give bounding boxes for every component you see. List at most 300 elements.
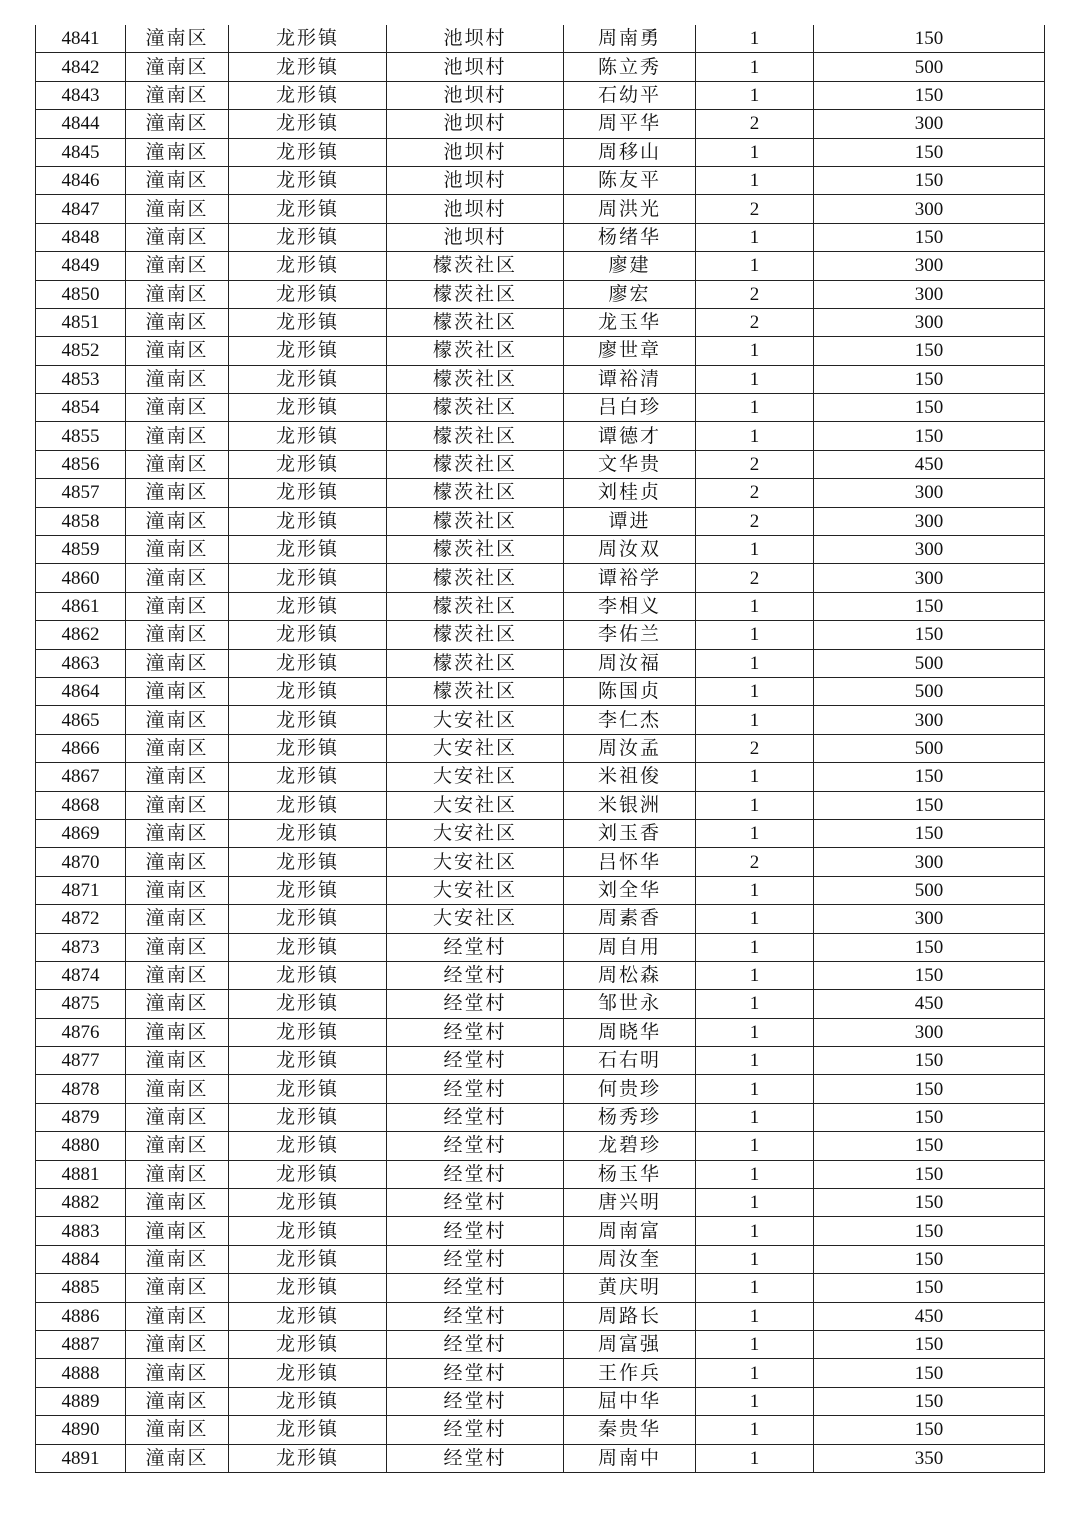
town-cell: 龙形镇 (229, 422, 387, 450)
household-count-cell: 2 (696, 110, 814, 138)
town-cell: 龙形镇 (229, 1444, 387, 1472)
table-row (36, 450, 1045, 478)
town-cell: 龙形镇 (229, 1047, 387, 1075)
town-cell: 龙形镇 (229, 195, 387, 223)
district-cell: 潼南区 (126, 422, 229, 450)
table-row (36, 819, 1045, 847)
amount-cell: 300 (814, 564, 1045, 592)
household-count-cell: 1 (696, 53, 814, 81)
name-cell: 周松森 (564, 961, 696, 989)
household-count-cell: 1 (696, 337, 814, 365)
name-cell: 杨绪华 (564, 223, 696, 251)
amount-cell: 150 (814, 1103, 1045, 1131)
amount-cell: 150 (814, 933, 1045, 961)
district-cell: 潼南区 (126, 848, 229, 876)
name-cell: 吕白珍 (564, 394, 696, 422)
table-row (36, 1217, 1045, 1245)
amount-cell: 500 (814, 677, 1045, 705)
table-row (36, 734, 1045, 762)
roster-table-body (36, 25, 1045, 1472)
district-cell: 潼南区 (126, 25, 229, 53)
town-cell: 龙形镇 (229, 53, 387, 81)
serial-number-cell: 4881 (36, 1160, 126, 1188)
district-cell: 潼南区 (126, 450, 229, 478)
town-cell: 龙形镇 (229, 876, 387, 904)
village-cell: 经堂村 (387, 1302, 564, 1330)
name-cell: 邹世永 (564, 990, 696, 1018)
amount-cell: 150 (814, 592, 1045, 620)
amount-cell: 450 (814, 450, 1045, 478)
amount-cell: 150 (814, 1274, 1045, 1302)
village-cell: 经堂村 (387, 1330, 564, 1358)
household-count-cell: 1 (696, 592, 814, 620)
amount-cell: 150 (814, 1132, 1045, 1160)
household-count-cell: 1 (696, 819, 814, 847)
household-count-cell: 1 (696, 763, 814, 791)
household-count-cell: 2 (696, 564, 814, 592)
table-row (36, 990, 1045, 1018)
serial-number-cell: 4880 (36, 1132, 126, 1160)
table-row (36, 1245, 1045, 1273)
village-cell: 经堂村 (387, 1189, 564, 1217)
table-row (36, 1075, 1045, 1103)
serial-number-cell: 4857 (36, 479, 126, 507)
village-cell: 经堂村 (387, 1160, 564, 1188)
household-count-cell: 2 (696, 308, 814, 336)
town-cell: 龙形镇 (229, 1217, 387, 1245)
household-count-cell: 1 (696, 536, 814, 564)
village-cell: 池坝村 (387, 110, 564, 138)
name-cell: 李仁杰 (564, 706, 696, 734)
table-row (36, 1047, 1045, 1075)
town-cell: 龙形镇 (229, 394, 387, 422)
table-row (36, 138, 1045, 166)
district-cell: 潼南区 (126, 507, 229, 535)
name-cell: 周富强 (564, 1330, 696, 1358)
amount-cell: 350 (814, 1444, 1045, 1472)
village-cell: 大安社区 (387, 763, 564, 791)
serial-number-cell: 4862 (36, 621, 126, 649)
household-count-cell: 1 (696, 649, 814, 677)
district-cell: 潼南区 (126, 1018, 229, 1046)
district-cell: 潼南区 (126, 961, 229, 989)
village-cell: 池坝村 (387, 166, 564, 194)
town-cell: 龙形镇 (229, 1387, 387, 1415)
village-cell: 檬茨社区 (387, 280, 564, 308)
table-row (36, 195, 1045, 223)
district-cell: 潼南区 (126, 990, 229, 1018)
town-cell: 龙形镇 (229, 649, 387, 677)
district-cell: 潼南区 (126, 365, 229, 393)
town-cell: 龙形镇 (229, 1245, 387, 1273)
district-cell: 潼南区 (126, 677, 229, 705)
household-count-cell: 2 (696, 734, 814, 762)
amount-cell: 300 (814, 479, 1045, 507)
town-cell: 龙形镇 (229, 933, 387, 961)
village-cell: 经堂村 (387, 933, 564, 961)
serial-number-cell: 4860 (36, 564, 126, 592)
town-cell: 龙形镇 (229, 734, 387, 762)
table-row (36, 677, 1045, 705)
village-cell: 经堂村 (387, 961, 564, 989)
serial-number-cell: 4858 (36, 507, 126, 535)
district-cell: 潼南区 (126, 791, 229, 819)
table-row (36, 1387, 1045, 1415)
village-cell: 经堂村 (387, 1217, 564, 1245)
village-cell: 经堂村 (387, 1245, 564, 1273)
serial-number-cell: 4864 (36, 677, 126, 705)
name-cell: 石幼平 (564, 81, 696, 109)
district-cell: 潼南区 (126, 1330, 229, 1358)
table-row (36, 706, 1045, 734)
serial-number-cell: 4845 (36, 138, 126, 166)
amount-cell: 300 (814, 280, 1045, 308)
household-count-cell: 2 (696, 479, 814, 507)
district-cell: 潼南区 (126, 1245, 229, 1273)
name-cell: 周路长 (564, 1302, 696, 1330)
village-cell: 檬茨社区 (387, 649, 564, 677)
table-row (36, 422, 1045, 450)
town-cell: 龙形镇 (229, 848, 387, 876)
name-cell: 王作兵 (564, 1359, 696, 1387)
town-cell: 龙形镇 (229, 308, 387, 336)
household-count-cell: 1 (696, 905, 814, 933)
household-count-cell: 1 (696, 1047, 814, 1075)
village-cell: 池坝村 (387, 81, 564, 109)
town-cell: 龙形镇 (229, 138, 387, 166)
town-cell: 龙形镇 (229, 1274, 387, 1302)
amount-cell: 500 (814, 53, 1045, 81)
name-cell: 周南富 (564, 1217, 696, 1245)
village-cell: 大安社区 (387, 876, 564, 904)
town-cell: 龙形镇 (229, 536, 387, 564)
name-cell: 秦贵华 (564, 1416, 696, 1444)
district-cell: 潼南区 (126, 1359, 229, 1387)
town-cell: 龙形镇 (229, 564, 387, 592)
district-cell: 潼南区 (126, 706, 229, 734)
name-cell: 陈友平 (564, 166, 696, 194)
table-row (36, 53, 1045, 81)
serial-number-cell: 4890 (36, 1416, 126, 1444)
village-cell: 经堂村 (387, 1274, 564, 1302)
serial-number-cell: 4871 (36, 876, 126, 904)
district-cell: 潼南区 (126, 81, 229, 109)
amount-cell: 150 (814, 1359, 1045, 1387)
household-count-cell: 1 (696, 166, 814, 194)
table-row (36, 479, 1045, 507)
serial-number-cell: 4842 (36, 53, 126, 81)
name-cell: 陈立秀 (564, 53, 696, 81)
household-count-cell: 2 (696, 280, 814, 308)
district-cell: 潼南区 (126, 1160, 229, 1188)
district-cell: 潼南区 (126, 138, 229, 166)
amount-cell: 150 (814, 422, 1045, 450)
name-cell: 陈国贞 (564, 677, 696, 705)
household-count-cell: 1 (696, 1416, 814, 1444)
village-cell: 大安社区 (387, 819, 564, 847)
household-count-cell: 1 (696, 1103, 814, 1131)
household-count-cell: 1 (696, 1132, 814, 1160)
name-cell: 周洪光 (564, 195, 696, 223)
village-cell: 檬茨社区 (387, 394, 564, 422)
table-row (36, 536, 1045, 564)
household-count-cell: 1 (696, 990, 814, 1018)
name-cell: 周汝奎 (564, 1245, 696, 1273)
table-row (36, 933, 1045, 961)
village-cell: 大安社区 (387, 905, 564, 933)
household-count-cell: 1 (696, 1274, 814, 1302)
serial-number-cell: 4853 (36, 365, 126, 393)
name-cell: 刘桂贞 (564, 479, 696, 507)
household-count-cell: 1 (696, 1330, 814, 1358)
town-cell: 龙形镇 (229, 677, 387, 705)
serial-number-cell: 4843 (36, 81, 126, 109)
district-cell: 潼南区 (126, 53, 229, 81)
village-cell: 经堂村 (387, 1047, 564, 1075)
town-cell: 龙形镇 (229, 819, 387, 847)
serial-number-cell: 4879 (36, 1103, 126, 1131)
amount-cell: 300 (814, 848, 1045, 876)
district-cell: 潼南区 (126, 1444, 229, 1472)
table-row (36, 649, 1045, 677)
household-count-cell: 1 (696, 933, 814, 961)
town-cell: 龙形镇 (229, 1416, 387, 1444)
town-cell: 龙形镇 (229, 1189, 387, 1217)
serial-number-cell: 4849 (36, 252, 126, 280)
name-cell: 何贵珍 (564, 1075, 696, 1103)
district-cell: 潼南区 (126, 649, 229, 677)
town-cell: 龙形镇 (229, 1160, 387, 1188)
town-cell: 龙形镇 (229, 365, 387, 393)
table-row (36, 1444, 1045, 1472)
household-count-cell: 1 (696, 1189, 814, 1217)
town-cell: 龙形镇 (229, 1103, 387, 1131)
amount-cell: 150 (814, 337, 1045, 365)
village-cell: 大安社区 (387, 734, 564, 762)
household-count-cell: 2 (696, 195, 814, 223)
amount-cell: 150 (814, 1047, 1045, 1075)
village-cell: 檬茨社区 (387, 450, 564, 478)
amount-cell: 150 (814, 961, 1045, 989)
town-cell: 龙形镇 (229, 166, 387, 194)
amount-cell: 150 (814, 166, 1045, 194)
name-cell: 周晓华 (564, 1018, 696, 1046)
household-count-cell: 1 (696, 1302, 814, 1330)
serial-number-cell: 4850 (36, 280, 126, 308)
amount-cell: 450 (814, 990, 1045, 1018)
name-cell: 谭裕清 (564, 365, 696, 393)
household-count-cell: 1 (696, 1444, 814, 1472)
district-cell: 潼南区 (126, 1132, 229, 1160)
amount-cell: 150 (814, 365, 1045, 393)
district-cell: 潼南区 (126, 166, 229, 194)
name-cell: 唐兴明 (564, 1189, 696, 1217)
district-cell: 潼南区 (126, 1189, 229, 1217)
amount-cell: 300 (814, 507, 1045, 535)
village-cell: 经堂村 (387, 1416, 564, 1444)
village-cell: 檬茨社区 (387, 507, 564, 535)
district-cell: 潼南区 (126, 479, 229, 507)
household-count-cell: 1 (696, 81, 814, 109)
name-cell: 李佑兰 (564, 621, 696, 649)
table-row (36, 394, 1045, 422)
name-cell: 谭裕学 (564, 564, 696, 592)
household-count-cell: 2 (696, 450, 814, 478)
household-count-cell: 1 (696, 138, 814, 166)
district-cell: 潼南区 (126, 564, 229, 592)
town-cell: 龙形镇 (229, 621, 387, 649)
table-row (36, 252, 1045, 280)
district-cell: 潼南区 (126, 308, 229, 336)
name-cell: 周南中 (564, 1444, 696, 1472)
town-cell: 龙形镇 (229, 337, 387, 365)
district-cell: 潼南区 (126, 394, 229, 422)
town-cell: 龙形镇 (229, 706, 387, 734)
town-cell: 龙形镇 (229, 763, 387, 791)
serial-number-cell: 4847 (36, 195, 126, 223)
town-cell: 龙形镇 (229, 1132, 387, 1160)
name-cell: 刘玉香 (564, 819, 696, 847)
district-cell: 潼南区 (126, 1217, 229, 1245)
town-cell: 龙形镇 (229, 1302, 387, 1330)
town-cell: 龙形镇 (229, 25, 387, 53)
table-row (36, 592, 1045, 620)
amount-cell: 150 (814, 1189, 1045, 1217)
household-count-cell: 1 (696, 621, 814, 649)
table-row (36, 1018, 1045, 1046)
household-count-cell: 2 (696, 507, 814, 535)
village-cell: 经堂村 (387, 1075, 564, 1103)
roster-table (35, 25, 1045, 1473)
table-row (36, 223, 1045, 251)
serial-number-cell: 4878 (36, 1075, 126, 1103)
town-cell: 龙形镇 (229, 961, 387, 989)
village-cell: 大安社区 (387, 848, 564, 876)
district-cell: 潼南区 (126, 280, 229, 308)
household-count-cell: 1 (696, 1075, 814, 1103)
serial-number-cell: 4884 (36, 1245, 126, 1273)
serial-number-cell: 4870 (36, 848, 126, 876)
serial-number-cell: 4874 (36, 961, 126, 989)
household-count-cell: 1 (696, 1387, 814, 1415)
serial-number-cell: 4856 (36, 450, 126, 478)
serial-number-cell: 4885 (36, 1274, 126, 1302)
amount-cell: 150 (814, 763, 1045, 791)
name-cell: 廖世章 (564, 337, 696, 365)
table-row (36, 280, 1045, 308)
name-cell: 刘全华 (564, 876, 696, 904)
serial-number-cell: 4854 (36, 394, 126, 422)
serial-number-cell: 4888 (36, 1359, 126, 1387)
table-row (36, 1160, 1045, 1188)
serial-number-cell: 4844 (36, 110, 126, 138)
name-cell: 周汝孟 (564, 734, 696, 762)
household-count-cell: 1 (696, 677, 814, 705)
amount-cell: 150 (814, 394, 1045, 422)
serial-number-cell: 4868 (36, 791, 126, 819)
serial-number-cell: 4841 (36, 25, 126, 53)
household-count-cell: 1 (696, 252, 814, 280)
amount-cell: 300 (814, 308, 1045, 336)
town-cell: 龙形镇 (229, 252, 387, 280)
household-count-cell: 1 (696, 961, 814, 989)
name-cell: 周平华 (564, 110, 696, 138)
district-cell: 潼南区 (126, 1274, 229, 1302)
village-cell: 檬茨社区 (387, 337, 564, 365)
table-row (36, 1274, 1045, 1302)
village-cell: 檬茨社区 (387, 621, 564, 649)
village-cell: 池坝村 (387, 195, 564, 223)
amount-cell: 150 (814, 1387, 1045, 1415)
town-cell: 龙形镇 (229, 990, 387, 1018)
household-count-cell: 1 (696, 1018, 814, 1046)
table-row (36, 1416, 1045, 1444)
serial-number-cell: 4852 (36, 337, 126, 365)
amount-cell: 150 (814, 1217, 1045, 1245)
serial-number-cell: 4869 (36, 819, 126, 847)
table-row (36, 1302, 1045, 1330)
name-cell: 石右明 (564, 1047, 696, 1075)
serial-number-cell: 4882 (36, 1189, 126, 1217)
village-cell: 经堂村 (387, 1018, 564, 1046)
serial-number-cell: 4848 (36, 223, 126, 251)
table-row (36, 25, 1045, 53)
village-cell: 经堂村 (387, 1359, 564, 1387)
household-count-cell: 1 (696, 1245, 814, 1273)
town-cell: 龙形镇 (229, 791, 387, 819)
serial-number-cell: 4877 (36, 1047, 126, 1075)
name-cell: 周素香 (564, 905, 696, 933)
table-row (36, 1132, 1045, 1160)
table-row (36, 507, 1045, 535)
household-count-cell: 1 (696, 706, 814, 734)
village-cell: 檬茨社区 (387, 564, 564, 592)
district-cell: 潼南区 (126, 337, 229, 365)
name-cell: 谭进 (564, 507, 696, 535)
name-cell: 文华贵 (564, 450, 696, 478)
table-row (36, 763, 1045, 791)
district-cell: 潼南区 (126, 592, 229, 620)
town-cell: 龙形镇 (229, 1359, 387, 1387)
serial-number-cell: 4861 (36, 592, 126, 620)
table-row (36, 1189, 1045, 1217)
serial-number-cell: 4867 (36, 763, 126, 791)
household-count-cell: 1 (696, 1160, 814, 1188)
name-cell: 吕怀华 (564, 848, 696, 876)
table-row (36, 81, 1045, 109)
village-cell: 池坝村 (387, 223, 564, 251)
town-cell: 龙形镇 (229, 905, 387, 933)
amount-cell: 150 (814, 223, 1045, 251)
village-cell: 檬茨社区 (387, 365, 564, 393)
table-row (36, 564, 1045, 592)
amount-cell: 500 (814, 649, 1045, 677)
amount-cell: 300 (814, 110, 1045, 138)
town-cell: 龙形镇 (229, 479, 387, 507)
name-cell: 周南勇 (564, 25, 696, 53)
district-cell: 潼南区 (126, 876, 229, 904)
serial-number-cell: 4855 (36, 422, 126, 450)
table-row (36, 621, 1045, 649)
district-cell: 潼南区 (126, 1416, 229, 1444)
village-cell: 池坝村 (387, 25, 564, 53)
amount-cell: 150 (814, 81, 1045, 109)
town-cell: 龙形镇 (229, 450, 387, 478)
amount-cell: 150 (814, 1416, 1045, 1444)
district-cell: 潼南区 (126, 110, 229, 138)
table-row (36, 905, 1045, 933)
amount-cell: 150 (814, 819, 1045, 847)
